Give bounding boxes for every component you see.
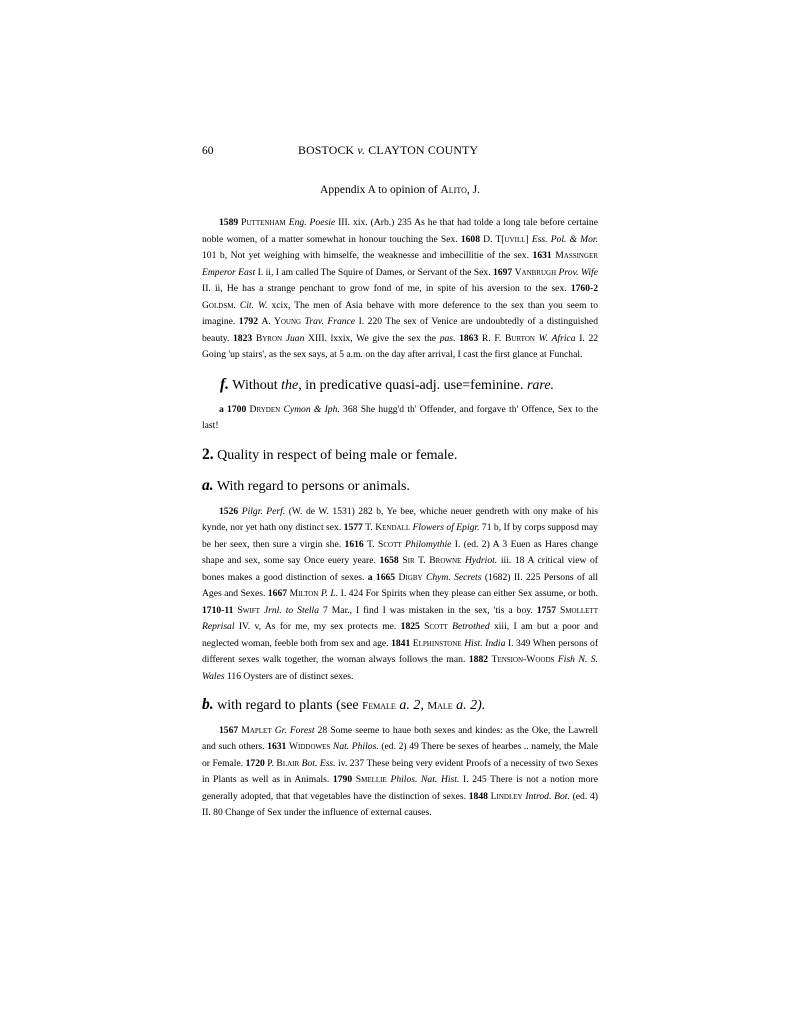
sense-label-b: b.	[202, 696, 214, 714]
sense-label-2: 2.	[202, 445, 214, 463]
cross-ref-male: Male	[427, 700, 453, 713]
running-head	[202, 143, 598, 158]
quotation-paragraph-4: 1567 Maplet Gr. Forest 28 Some seeme to haue both sexes and kindes: as the Oke, the Lawrell and such others. 1631 Widdowes Nat. Philos. (ed. 2) 49 There be sexes of hearbes .. namely, the Male or Female. 1720 P. Blair Bot. Ess. iv. 237 These being very evident Proofs of a necessity of two Sexes in Plants as well as in Animals. 1790 Smellie Philos. Nat. Hist. I. 245 There is not a notion more generally adopted, that that vegetables have the distinction of sexes. 1848 Lindley Introd. Bot. (ed. 4) II. 80 Change of Sex under the influence of external causes.	[202, 724, 598, 819]
case-caption-v: v.	[357, 143, 366, 157]
quotation-paragraph-2: a 1700 Dryden Cymon & Iph. 368 She hugg'd th' Offender, and forgave th' Offence, Sex to the last!	[202, 403, 598, 432]
sense-heading-2: 2. Quality in respect of being male or female.	[202, 445, 458, 463]
appendix-heading: Appendix A to opinion of Alito, J.	[320, 184, 480, 196]
quotation-paragraph-1: 1589 Puttenham Eng. Poesie III. xix. (Arb.) 235 As he that had tolde a long tale before certaine noble women, of a matter somewhat in honour touching the Sex. 1608 D. T[uvill] Ess. Pol. & Mor. 101 b, Not yet weighing with himselfe, the weaknesse and imbecillitie of the sex. 1631 Massinger Emperor East I. ii, I am called The Squire of Dames, or Servant of the Sex. 1697 Vanbrugh Prov. Wife II. ii, He has a strange penchant to grow fond of me, in spite of his aversion to the sex. 1760-2 Goldsm. Cit. W. xcix, The men of Asia behave with more deference to the sex than you seem to imagine. 1792 A. Young Trav. France I. 220 The sex of Venice are undoubtedly of a distinguished beauty. 1823 Byron Juan XIII. lxxix, We give the sex the pas. 1863 R. F. Burton W. Africa I. 22 Going 'up stairs', as the sex says, at 5 a.m. on the day after arrival, I cast the first glance at Funchal.	[202, 217, 599, 360]
case-caption: BOSTOCK v. CLAYTON COUNTY	[298, 143, 479, 157]
sense-f-rare: rare.	[526, 377, 555, 393]
sense-heading-b: b. with regard to plants (see Female a. 2, Male a. 2).	[202, 696, 486, 714]
sense-label-f: f.	[220, 375, 230, 393]
page-content	[202, 143, 598, 822]
cross-ref-female: Female	[362, 700, 396, 713]
sense-label-a: a.	[202, 477, 214, 495]
justice-name: Alito	[440, 184, 467, 196]
sense-f-the: the	[281, 377, 299, 393]
sense-heading-a: a. With regard to persons or animals.	[202, 477, 410, 495]
quotation-paragraph-3: 1526 Pilgr. Perf. (W. de W. 1531) 282 b, Ye bee, whiche neuer gendreth with ony make of his kynde, nor yet hath ony distinct sex. 1577 T. Kendall Flowers of Epigr. 71 b, If by corps supposd may be her seex, then sure a virgin she. 1616 T. Scott Philomythie I. (ed. 2) A 3 Euen as Hares change shape and sex, some say Once euery yeare. 1658 Sir T. Browne Hydriot. iii. 18 A critical view of bones makes a good distinction of sexes. a 1665 Digby Chym. Secrets (1682) II. 225 Persons of all Ages and Sexes. 1667 Milton P. L. I. 424 For Spirits when they please can either Sex assume, or both. 1710-11 Swift Jrnl. to Stella 7 Mar., I find I was mistaken in the sex, 'tis a boy. 1757 Smollett Reprisal IV. v, As for me, my sex protects me. 1825 Scott Betrothed xiii, I am but a poor and neglected woman, feeble both from sex and age. 1841 Elphinstone Hist. India I. 349 When persons of different sexes walk together, the woman always follows the man. 1882 Tension-Woods Fish N. S. Wales 116 Oysters are of distinct sexes.	[202, 505, 599, 682]
sense-heading-f: f. Without the, in predicative quasi-adj. use=feminine. rare.	[220, 375, 555, 393]
page-number: 60	[202, 145, 214, 157]
